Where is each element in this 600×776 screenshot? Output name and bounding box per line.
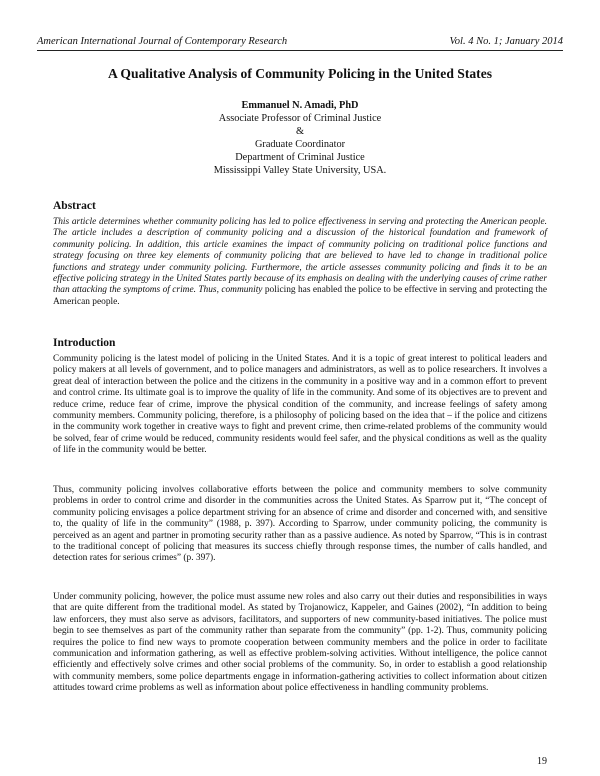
journal-name: American International Journal of Contemporary Research xyxy=(37,36,288,47)
introduction-heading: Introduction xyxy=(53,337,116,349)
author-university: Mississippi Valley State University, USA. xyxy=(213,165,387,176)
author-department: Department of Criminal Justice xyxy=(235,152,365,163)
ampersand: & xyxy=(295,126,304,137)
author-block xyxy=(37,99,563,177)
header-rule xyxy=(37,50,563,51)
running-header xyxy=(37,36,563,47)
article-title: A Qualitative Analysis of Community Policing in the United States xyxy=(107,66,493,81)
author-position-2: Graduate Coordinator xyxy=(254,139,346,150)
page-number: 19 xyxy=(537,756,547,767)
intro-paragraph-2: Thus, community policing involves collaborative efforts between the police and community members to solve community problems in order to control crime and disorder in the communities across the United States. As Sparrow put it, “The concept of community policing envisages a police department striving for an absence of crime and disorder and concerned with, and sensitive to, the quality of life in the community” (1988, p. 397). According to Sparrow, under community policing, the community is perceived as an agent and partner in promoting security rather than as a passive audience. As noted by Sparrow, “This is in contrast to the traditional concept of policing that measures its success chiefly through response times, the number of calls handled, and detection rates for serious crimes” (p. 397). xyxy=(53,485,547,564)
intro-paragraph-3: Under community policing, however, the police must assume new roles and also carry out their duties and responsibilities in ways that are quite different from the traditional model. As stated by Trojanowicz, Kappeler, and Gaines (2002), “In addition to being law enforcers, they must also serve as advisors, facilitators, and supporters of new community-based initiatives. The police must begin to see themselves as part of the community rather than separate from the community” (pp. 1-2). Thus, community policing requires the police to find new ways to promote cooperation between community members and the police in order to facilitate communication and information gathering, as well as effective problem-solving activities. Without intelligence, the police cannot efficiently and effectively solve crimes and other social problems of the community. So, in order to establish a good relationship with community members, some police departments engage in information-gathering activities to collect information about citizen attitudes toward crime problems as well as information about police effectiveness in handling community problems. xyxy=(53,592,547,694)
abstract-plain: policing has enabled the police to be effective in serving and protecting the American people. xyxy=(53,285,547,307)
author-name: Emmanuel N. Amadi, PhD xyxy=(241,100,359,111)
abstract-italic: This article determines whether community policing has led to police effectiveness in serving and protecting the American people. The article includes a description of community policing and a discussion of the historical foundation and framework of community policing. In addition, this article examines the impact of community policing on traditional police functions and strategy focusing on three key elements of community policing that are believed to have led to change in traditional police functions and strategy under community policing. Furthermore, the article assesses community policing and finds it to be an effective policing strategy in the United States partly because of its emphasis on dealing with the underlying causes of crime rather than attacking the symptoms of crime. Thus, community xyxy=(53,217,547,296)
abstract-heading: Abstract xyxy=(53,200,96,212)
abstract-text xyxy=(53,217,547,308)
issue-info: Vol. 4 No. 1; January 2014 xyxy=(449,36,563,47)
author-position: Associate Professor of Criminal Justice xyxy=(218,113,382,124)
intro-paragraph-1: Community policing is the latest model of policing in the United States. And it is a topic of great interest to political leaders and policy makers at all levels of government, and to police managers and administrators, as well as to police researchers. It involves a great deal of interaction between the police and the citizens in the community in a positive way and in a common effort to prevent and control crime. Its ultimate goal is to improve the quality of life in the community. And some of its objectives are to prevent and reduce crime, reduce fear of crime, improve the physical condition of the community, and increase feelings of safety among community members. Community policing, therefore, is a philosophy of policing based on the idea that – if the police and citizens in the community work together in creative ways to fight and prevent crime, then crime-related problems of the community would be solved, fear of crime would be reduced, community residents would feel safer, and the physical conditions as well as the quality of life in the community would be better. xyxy=(53,354,547,456)
